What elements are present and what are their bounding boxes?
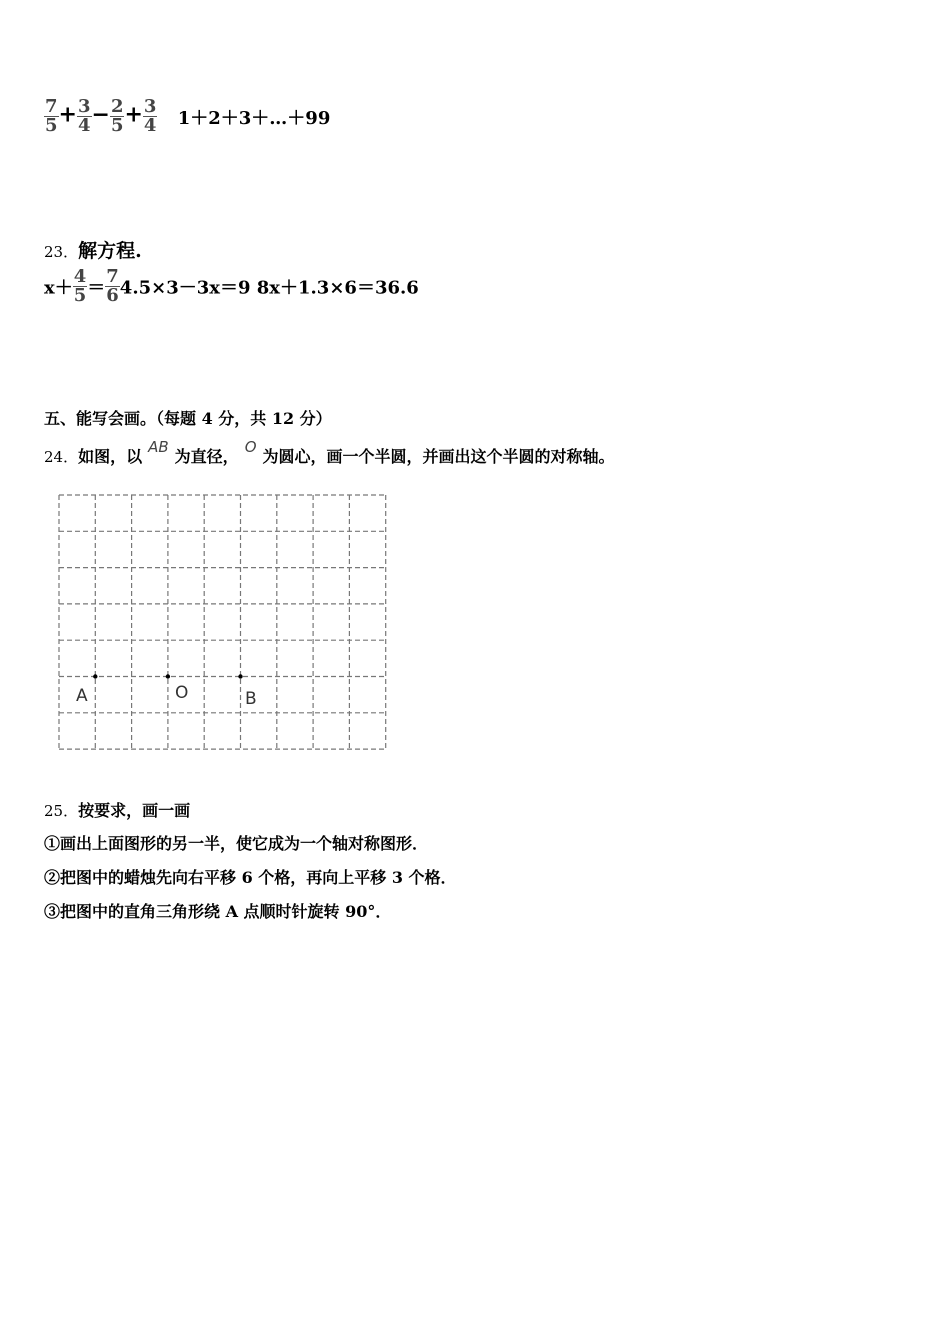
point-o-dot (166, 674, 170, 678)
operator: + (124, 101, 143, 128)
fraction: $\frac{3}{4}$ (77, 96, 91, 136)
point-a-dot (93, 674, 97, 678)
operator: − (91, 101, 110, 128)
fraction: $\frac{2}{5}$ (110, 96, 124, 136)
section-title: 五、能写会画。（每题 4 分，共 12 分） (44, 409, 332, 428)
q22-expression-row (44, 98, 330, 135)
q23-heading (44, 236, 142, 263)
variable-o: O (244, 438, 257, 456)
q25-heading (44, 798, 190, 821)
q23-equations (44, 268, 419, 305)
question-title: 解方程. (78, 240, 142, 262)
fraction: $\frac{3}{4}$ (143, 96, 157, 136)
dashed-grid-figure (56, 492, 388, 752)
q25-item-3: ③把图中的直角三角形绕 A 点顺时针旋转 90°． (44, 902, 392, 921)
equals-sign: ＝ (87, 277, 106, 299)
q25-item-1: ①画出上面图形的另一半，使它成为一个轴对称图形． (44, 834, 429, 853)
operator: + (58, 101, 77, 128)
equations-rest: 4.5×3－3x＝9 8x＋1.3×6＝36.6 (119, 277, 419, 299)
q24-text: 24．如图，以 AB 为直径， O 为圆心，画一个半圆，并画出这个半圆的对称轴。 (44, 438, 615, 466)
question-number: 23． (44, 243, 79, 261)
question-number: 24． (44, 448, 79, 466)
fraction: $\frac{4}{5}$ (73, 266, 87, 306)
fraction: $\frac{7}{6}$ (106, 266, 119, 306)
point-label-o: O (175, 683, 189, 703)
equation-prefix: x＋ (44, 277, 73, 299)
point-b-dot (238, 674, 242, 678)
point-label-b: B (245, 689, 257, 709)
point-label-a: A (76, 686, 88, 706)
q25-item-2: ②把图中的蜡烛先向右平移 6 个格，再向上平移 3 个格． (44, 868, 457, 887)
question-title: 按要求，画一画 (78, 801, 191, 820)
question-number: 25． (44, 802, 79, 820)
sum-expression: 1＋2＋3＋…＋99 (177, 107, 331, 129)
variable-ab: AB (148, 438, 169, 456)
fraction: $\frac{7}{5}$ (45, 96, 58, 136)
